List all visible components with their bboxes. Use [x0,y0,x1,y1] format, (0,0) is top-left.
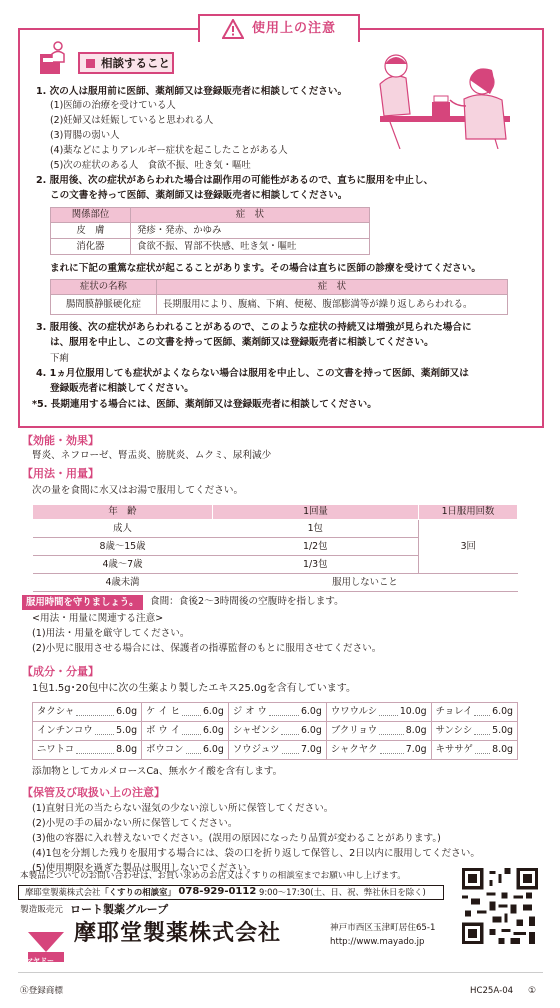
ingredients-text: 1包1.5g･20包中に次の生薬より製したエキス25.0gを含有しています。 [32,683,356,694]
ingredient-amount: 6.0g [202,744,224,756]
caution-item-3-symptom: 下痢 [50,353,69,364]
storage-item-2: (2)小児の手の届かない所に保管してください。 [32,818,238,829]
ingredient-cell [142,722,229,741]
ingredient-name: ボ ウ イ [146,725,181,737]
ingredient-cell [33,722,142,741]
table-header: 年 齢 [33,505,213,520]
ingredient-cell [431,722,517,741]
inquiry-text: 本製品についてのお問い合わせは、お買い求めのお店又はくすりの相談室までお願い申し上げます。 [20,871,406,881]
table-row: 4歳未満 服用しないこと [33,574,518,592]
dosage-note-2: (2)小児に服用させる場合には、保護者の指導監督のもとに服用させてください。 [32,643,382,654]
table-row: 4歳～7歳 1/3包 [33,556,518,574]
ingredient-cell [228,722,326,741]
caution-item-3-line-1: 3. 服用後、次の症状があらわれることがあるので、このような症状の持続又は増強が見られた場合に [36,322,472,333]
caution-item-1-sub-2: (2)妊婦又は妊娠していると思われる人 [50,115,214,126]
table-header: 症状の名称 [51,280,157,295]
storage-item-5: (5)使用期限を過ぎた製品は服用しないでください。 [32,863,257,874]
contact-box: 摩耶堂製薬株式会社 「くすりの相談室」 078-929-0112 9:00～17:30(土、日、祝、弊社休日を除く) [18,885,444,900]
ingredient-name: タクシャ [37,706,75,718]
ingredient-cell [431,741,517,760]
side-effect-table [50,207,370,255]
ingredient-name: ソウジュツ [232,744,280,756]
ingredient-amount: 6.0g [116,706,138,718]
table-header: 症 状 [157,280,508,295]
caution-title: 使用上の注意 [251,20,336,36]
ingredient-name: サンシシ [435,725,473,737]
caution-item-1-sub-4: (4)薬などによりアレルギー症状を起こしたことがある人 [50,145,288,156]
ingredient-name: ニワトコ [37,744,75,756]
ingredient-name: キササゲ [435,744,473,756]
efficacy-text: 腎炎、ネフローゼ、腎盂炎、膀胱炎、ムクミ、尿利減少 [32,450,272,461]
ingredient-amount: 10.0g [399,706,427,718]
caution-item-1: 1. 次の人は服用前に医師、薬剤師又は登録販売者に相談してください。 [36,86,348,97]
caution-item-1-sub-3: (3)胃腸の弱い人 [50,130,120,141]
ingredient-cell [142,741,229,760]
pharmacist-consult-icon [40,40,68,74]
ingredient-amount: 6.0g [202,725,224,737]
table-row [33,741,518,760]
ingredient-name: シャゼンシ [232,725,280,737]
caution-item-3-line-2: は、服用を中止し、この文書を持って医師、薬剤師又は登録販売者に相談してください。 [50,337,434,348]
contact-phone: 078-929-0112 [178,886,257,898]
table-row [33,722,518,741]
consult-heading: 相談すること [78,52,174,74]
ingredient-cell [142,703,229,722]
caution-item-5: *5. 長期連用する場合には、医師、薬剤師又は登録販売者に相談してください。 [32,399,377,410]
additive-text: 添加物としてカルメロースCa、無水ケイ酸を含有します。 [32,766,283,777]
table-row: 消化器 食欲不振、胃部不快感、吐き気・嘔吐 [51,239,370,255]
rare-note: まれに下記の重篤な症状が起こることがあります。その場合は直ちに医師の診療を受けてください。 [50,263,481,274]
caution-item-2-line-2: この文書を持って医師、薬剤師又は登録販売者に相談してください。 [50,190,348,201]
warning-triangle-icon [222,19,244,39]
dosage-notes-title: <用法・用量に関連する注意> [32,613,164,624]
ingredient-name: ボウコン [146,744,184,756]
caution-title-tab [198,14,360,42]
dosage-heading: 【用法・用量】 [22,467,99,480]
ingredient-amount: 6.0g [202,706,224,718]
table-header: 関係部位 [51,208,131,223]
dosage-table [32,504,518,592]
table-row: 8歳～15歳 1/2包 [33,538,518,556]
dosing-time-note: 食間：食後2～3時間後の空腹時を指します。 [150,596,344,607]
table-header: 1回量 [213,505,419,520]
table-row [33,703,518,722]
table-header: 1日服用回数 [419,505,518,520]
page-number: ① [528,986,537,996]
dosage-note-1: (1)用法・用量を厳守してください。 [32,628,190,639]
ingredient-amount: 6.0g [300,725,322,737]
storage-item-1: (1)直射日光の当たらない湿気の少ない涼しい所に保管してください。 [32,803,334,814]
ingredient-cell [326,722,431,741]
product-code: HC25A-04 [470,986,514,996]
heading-bullet-icon [86,59,95,68]
ingredient-amount: 7.0g [405,744,427,756]
seller-label: 製造販売元 [20,905,63,915]
qr-code-icon [462,868,538,944]
ingredient-name: ケ イ ヒ [146,706,181,718]
ingredient-name: ジ オ ウ [232,706,267,718]
ingredient-cell [326,703,431,722]
dosing-time-badge: 服用時間を守りましょう。 [22,595,143,610]
efficacy-heading: 【効能・効果】 [22,434,99,447]
ingredient-name: インチンコウ [37,725,93,737]
ingredient-amount: 8.0g [116,744,138,756]
caution-item-4-line-1: 4. 1ヵ月位服用しても症状がよくならない場合は服用を中止し、この文書を持って医師、薬剤師又は [36,368,469,379]
table-header: 症 状 [131,208,370,223]
company-name: 摩耶堂製薬株式会社 [74,920,282,946]
ingredient-cell [326,741,431,760]
ingredient-cell [228,703,326,722]
severe-symptom-table [50,279,508,315]
table-row: 腸間膜静脈硬化症 長期服用により、腹痛、下痢、便秘、腹部膨満等が繰り返しあらわれる。 [51,295,508,315]
logo-text: マヤドー [26,957,54,965]
ingredient-amount: 8.0g [405,725,427,737]
ingredient-amount: 8.0g [492,744,513,756]
ingredient-cell [228,741,326,760]
caution-item-1-sub-1: (1)医師の治療を受けている人 [50,100,176,111]
ingredient-cell [431,703,517,722]
ingredient-amount: 5.0g [116,725,138,737]
caution-item-4-line-2: 登録販売者に相談してください。 [50,383,194,394]
caution-item-2-line-1: 2. 服用後、次の症状があらわれた場合は副作用の可能性があるので、直ちに服用を中止し、 [36,175,434,186]
ingredient-cell [33,741,142,760]
ingredient-cell [33,703,142,722]
table-row: 皮 膚 発疹・発赤、かゆみ [51,223,370,239]
daily-times: 3回 [419,520,518,574]
ingredient-amount: 7.0g [300,744,322,756]
ingredient-name: ウワウルシ [330,706,378,718]
ingredients-table [32,702,518,760]
storage-item-3: (3)他の容器に入れ替えないでください。(誤用の原因になったり品質が変わることがあります。) [32,833,441,844]
trademark-note: Ⓡ登録商標 [20,986,63,996]
footer-divider [18,972,543,973]
table-row: 成人 1包 3回 [33,520,518,538]
storage-item-4: (4)1包を分割した残りを服用する場合には、袋の口を折り返して保管し、2日以内に服用してください。 [32,848,480,859]
ingredient-amount: 6.0g [300,706,322,718]
group-name: ロート製薬グループ [70,903,169,916]
ingredient-amount: 6.0g [492,706,513,718]
company-address: 神戸市西区玉津町居住65-1 [330,923,436,933]
storage-heading: 【保管及び取扱い上の注意】 [22,786,165,799]
ingredient-name: シャクヤク [330,744,378,756]
ingredients-heading: 【成分・分量】 [22,665,99,678]
pharmacist-customer-illustration [370,44,520,149]
dosage-text: 次の量を食間に水又はお湯で服用してください。 [32,485,244,496]
ingredient-amount: 5.0g [492,725,513,737]
ingredient-name: ブクリョウ [330,725,378,737]
caution-item-1-sub-5: (5)次の症状のある人 食欲不振、吐き気・嘔吐 [50,160,251,171]
ingredient-name: チョレイ [435,706,473,718]
company-url[interactable]: http://www.mayado.jp [330,937,425,947]
